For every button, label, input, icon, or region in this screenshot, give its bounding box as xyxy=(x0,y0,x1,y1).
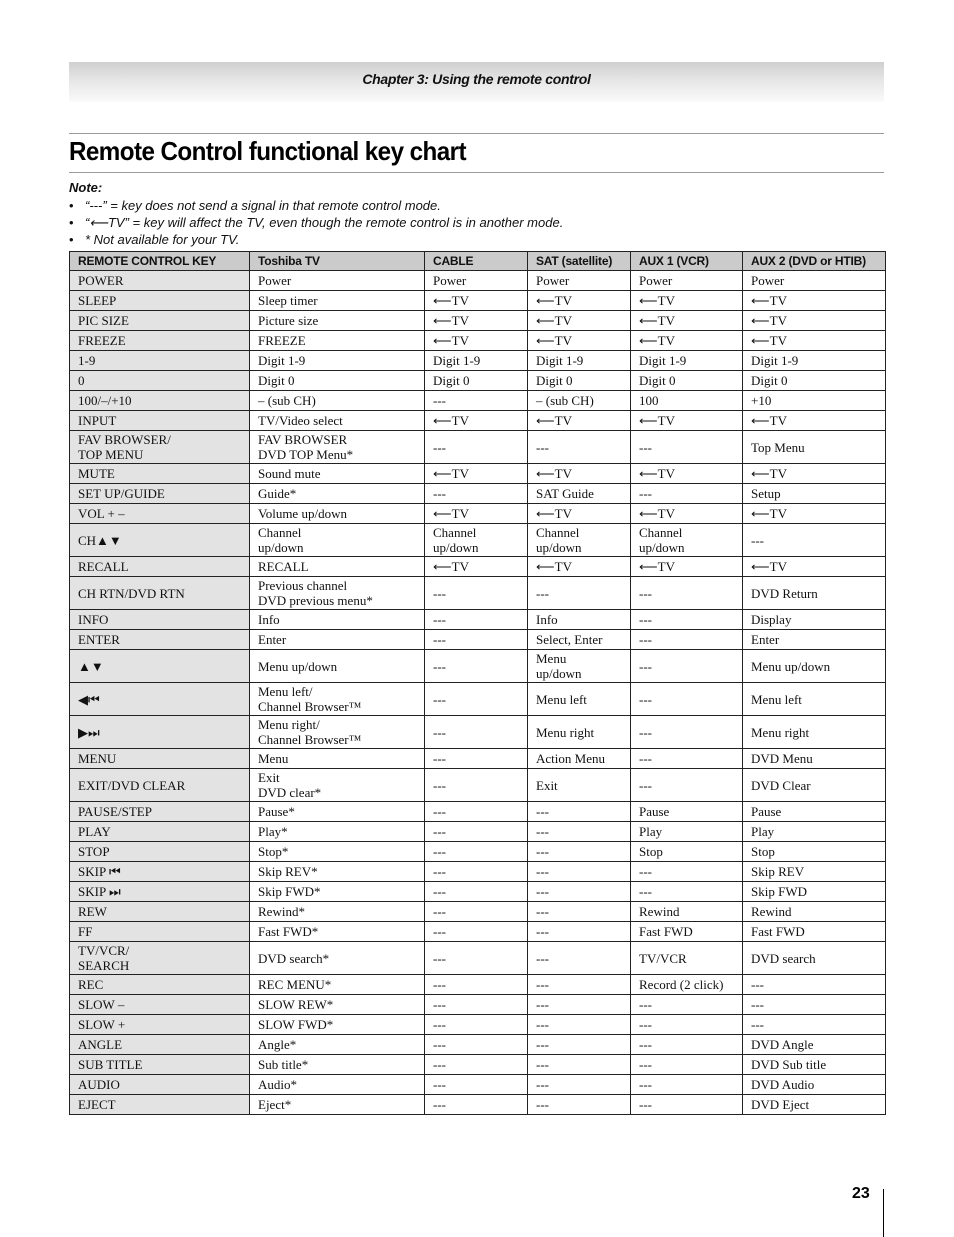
table-cell: Channel up/down xyxy=(528,524,631,557)
table-cell: – (sub CH) xyxy=(528,391,631,411)
table-cell: Sleep timer xyxy=(250,291,425,311)
page-title: Remote Control functional key chart xyxy=(69,136,466,166)
table-cell: --- xyxy=(528,995,631,1015)
table-cell: DVD search* xyxy=(250,942,425,975)
table-cell: --- xyxy=(528,577,631,610)
table-row xyxy=(70,411,886,431)
table-cell: --- xyxy=(425,822,528,842)
table-cell: ⟵TV xyxy=(425,504,528,524)
table-cell: --- xyxy=(425,650,528,683)
table-cell: DVD Menu xyxy=(743,749,886,769)
table-cell: Stop xyxy=(743,842,886,862)
table-cell: Info xyxy=(250,610,425,630)
table-cell: Fast FWD xyxy=(631,922,743,942)
table-cell: Digit 1-9 xyxy=(528,351,631,371)
key-name-cell: SKIP ⏮ xyxy=(70,862,250,882)
note-list xyxy=(69,197,884,248)
table-cell: --- xyxy=(631,577,743,610)
table-cell: SLOW REW* xyxy=(250,995,425,1015)
column-header: AUX 1 (VCR) xyxy=(631,252,743,271)
table-cell: Channel up/down xyxy=(250,524,425,557)
table-cell: Top Menu xyxy=(743,431,886,464)
note-heading: Note: xyxy=(69,180,103,195)
key-name-cell: ◀⏮ xyxy=(70,683,250,716)
table-cell: Menu right xyxy=(743,716,886,749)
table-cell: SAT Guide xyxy=(528,484,631,504)
table-cell: Digit 1-9 xyxy=(425,351,528,371)
table-cell: --- xyxy=(425,683,528,716)
note-item: • “---” = key does not send a signal in that remote control mode. xyxy=(69,197,884,214)
table-cell: Setup xyxy=(743,484,886,504)
table-cell: Stop* xyxy=(250,842,425,862)
table-cell: --- xyxy=(528,942,631,975)
table-cell: Select, Enter xyxy=(528,630,631,650)
table-cell: Exit xyxy=(528,769,631,802)
key-name-cell: EXIT/DVD CLEAR xyxy=(70,769,250,802)
table-cell: DVD Clear xyxy=(743,769,886,802)
table-cell: Info xyxy=(528,610,631,630)
table-cell: --- xyxy=(528,975,631,995)
page-number-rule xyxy=(883,1189,884,1237)
table-cell: --- xyxy=(425,922,528,942)
table-cell: --- xyxy=(631,749,743,769)
table-cell: --- xyxy=(743,995,886,1015)
column-header: Toshiba TV xyxy=(250,252,425,271)
table-row xyxy=(70,557,886,577)
table-cell: ⟵TV xyxy=(528,331,631,351)
table-cell: --- xyxy=(631,769,743,802)
table-cell: --- xyxy=(528,1035,631,1055)
table-row xyxy=(70,769,886,802)
table-row xyxy=(70,331,886,351)
table-cell: Menu left xyxy=(528,683,631,716)
table-cell: --- xyxy=(528,922,631,942)
table-cell: --- xyxy=(528,431,631,464)
table-cell: ⟵TV xyxy=(743,311,886,331)
table-cell: Digit 0 xyxy=(425,371,528,391)
table-cell: ⟵TV xyxy=(425,411,528,431)
notes-section xyxy=(69,180,884,248)
table-cell: Volume up/down xyxy=(250,504,425,524)
table-cell: Pause xyxy=(631,802,743,822)
key-name-cell: STOP xyxy=(70,842,250,862)
column-header: SAT (satellite) xyxy=(528,252,631,271)
table-cell: Rewind xyxy=(743,902,886,922)
key-name-cell: REW xyxy=(70,902,250,922)
table-cell: --- xyxy=(425,630,528,650)
key-name-cell: AUDIO xyxy=(70,1075,250,1095)
table-row xyxy=(70,822,886,842)
key-name-cell: FF xyxy=(70,922,250,942)
key-name-cell: SET UP/GUIDE xyxy=(70,484,250,504)
table-cell: --- xyxy=(425,842,528,862)
table-cell: --- xyxy=(425,391,528,411)
table-cell: Menu xyxy=(250,749,425,769)
table-cell: Enter xyxy=(250,630,425,650)
table-cell: TV/VCR xyxy=(631,942,743,975)
table-cell: ⟵TV xyxy=(743,504,886,524)
table-cell: --- xyxy=(425,995,528,1015)
key-name-cell: FAV BROWSER/ TOP MENU xyxy=(70,431,250,464)
table-cell: --- xyxy=(528,862,631,882)
table-row xyxy=(70,504,886,524)
table-cell: Exit DVD clear* xyxy=(250,769,425,802)
key-name-cell: 1-9 xyxy=(70,351,250,371)
table-cell: Digit 1-9 xyxy=(631,351,743,371)
table-cell: Fast FWD xyxy=(743,922,886,942)
table-row xyxy=(70,610,886,630)
note-item: • “⟵TV” = key will affect the TV, even though the remote control is in another mode. xyxy=(69,214,884,231)
table-header xyxy=(70,252,886,271)
table-cell: Play xyxy=(743,822,886,842)
table-cell: Menu up/down xyxy=(250,650,425,683)
key-name-cell: 100/–/+10 xyxy=(70,391,250,411)
table-cell: --- xyxy=(425,716,528,749)
table-cell: Guide* xyxy=(250,484,425,504)
title-rule-bottom xyxy=(69,172,884,173)
table-cell: ⟵TV xyxy=(743,464,886,484)
table-cell: Menu up/down xyxy=(743,650,886,683)
table-body xyxy=(70,271,886,1115)
table-cell: Skip REV* xyxy=(250,862,425,882)
table-cell: ⟵TV xyxy=(631,411,743,431)
table-cell: Menu left xyxy=(743,683,886,716)
table-cell: --- xyxy=(528,842,631,862)
table-cell: Picture size xyxy=(250,311,425,331)
table-cell: --- xyxy=(528,882,631,902)
key-name-cell: SLOW – xyxy=(70,995,250,1015)
table-cell: --- xyxy=(425,1095,528,1115)
key-name-cell: ▲▼ xyxy=(70,650,250,683)
table-cell: --- xyxy=(631,1015,743,1035)
table-cell: +10 xyxy=(743,391,886,411)
table-cell: --- xyxy=(425,769,528,802)
column-header: CABLE xyxy=(425,252,528,271)
column-header: REMOTE CONTROL KEY xyxy=(70,252,250,271)
table-cell: ⟵TV xyxy=(631,504,743,524)
table-row xyxy=(70,1015,886,1035)
table-cell: Power xyxy=(631,271,743,291)
table-row xyxy=(70,802,886,822)
table-cell: Menu right xyxy=(528,716,631,749)
table-cell: --- xyxy=(425,577,528,610)
table-cell: --- xyxy=(631,650,743,683)
table-cell: Sound mute xyxy=(250,464,425,484)
table-cell: Rewind xyxy=(631,902,743,922)
table-cell: SLOW FWD* xyxy=(250,1015,425,1035)
table-cell: ⟵TV xyxy=(528,504,631,524)
chapter-header: Chapter 3: Using the remote control xyxy=(362,71,591,87)
table-cell: Stop xyxy=(631,842,743,862)
table-cell: --- xyxy=(631,431,743,464)
table-cell: Digit 1-9 xyxy=(250,351,425,371)
table-cell: TV/Video select xyxy=(250,411,425,431)
table-cell: DVD Sub title xyxy=(743,1055,886,1075)
table-cell: Play* xyxy=(250,822,425,842)
note-item: • * Not available for your TV. xyxy=(69,231,884,248)
table-cell: --- xyxy=(425,484,528,504)
key-name-cell: SUB TITLE xyxy=(70,1055,250,1075)
table-cell: --- xyxy=(425,431,528,464)
table-cell: ⟵TV xyxy=(631,464,743,484)
table-cell: DVD Audio xyxy=(743,1075,886,1095)
key-name-cell: SLEEP xyxy=(70,291,250,311)
table-cell: Power xyxy=(743,271,886,291)
table-cell: Channel up/down xyxy=(631,524,743,557)
table-cell: --- xyxy=(528,1015,631,1035)
table-row xyxy=(70,995,886,1015)
table-cell: ⟵TV xyxy=(631,557,743,577)
table-cell: 100 xyxy=(631,391,743,411)
table-cell: --- xyxy=(425,902,528,922)
table-row xyxy=(70,291,886,311)
table-cell: --- xyxy=(631,484,743,504)
table-cell: Menu right/ Channel Browser™ xyxy=(250,716,425,749)
key-name-cell: PLAY xyxy=(70,822,250,842)
table-cell: – (sub CH) xyxy=(250,391,425,411)
table-cell: --- xyxy=(743,975,886,995)
table-row xyxy=(70,882,886,902)
table-cell: Menu left/ Channel Browser™ xyxy=(250,683,425,716)
table-cell: DVD search xyxy=(743,942,886,975)
table-cell: DVD Return xyxy=(743,577,886,610)
table-cell: ⟵TV xyxy=(743,291,886,311)
table-cell: --- xyxy=(631,995,743,1015)
table-row xyxy=(70,902,886,922)
table-cell: Enter xyxy=(743,630,886,650)
table-row xyxy=(70,431,886,464)
table-row xyxy=(70,484,886,504)
table-cell: Digit 0 xyxy=(250,371,425,391)
table-cell: --- xyxy=(425,1035,528,1055)
table-row xyxy=(70,1075,886,1095)
key-name-cell: PIC SIZE xyxy=(70,311,250,331)
table-cell: Eject* xyxy=(250,1095,425,1115)
table-cell: --- xyxy=(631,716,743,749)
table-cell: Action Menu xyxy=(528,749,631,769)
table-cell: --- xyxy=(425,882,528,902)
table-cell: ⟵TV xyxy=(743,331,886,351)
table-cell: ⟵TV xyxy=(528,411,631,431)
table-cell: ⟵TV xyxy=(528,464,631,484)
table-cell: --- xyxy=(528,1075,631,1095)
table-cell: --- xyxy=(631,1095,743,1115)
key-name-cell: POWER xyxy=(70,271,250,291)
table-cell: ⟵TV xyxy=(528,291,631,311)
table-cell: Power xyxy=(250,271,425,291)
table-cell: ⟵TV xyxy=(425,291,528,311)
table-cell: ⟵TV xyxy=(425,464,528,484)
table-cell: --- xyxy=(631,1035,743,1055)
table-cell: Sub title* xyxy=(250,1055,425,1075)
key-name-cell: MENU xyxy=(70,749,250,769)
table-cell: Digit 1-9 xyxy=(743,351,886,371)
table-cell: --- xyxy=(528,1095,631,1115)
table-cell: Angle* xyxy=(250,1035,425,1055)
table-cell: ⟵TV xyxy=(631,291,743,311)
table-row xyxy=(70,630,886,650)
table-cell: --- xyxy=(631,882,743,902)
key-name-cell: MUTE xyxy=(70,464,250,484)
table-cell: Power xyxy=(528,271,631,291)
table-row xyxy=(70,464,886,484)
table-cell: --- xyxy=(425,610,528,630)
table-row xyxy=(70,1095,886,1115)
table-cell: --- xyxy=(425,1075,528,1095)
key-name-cell: ANGLE xyxy=(70,1035,250,1055)
table-row xyxy=(70,749,886,769)
table-cell: --- xyxy=(425,749,528,769)
table-cell: Pause xyxy=(743,802,886,822)
table-cell: ⟵TV xyxy=(743,411,886,431)
table-cell: ⟵TV xyxy=(631,331,743,351)
table-cell: --- xyxy=(631,630,743,650)
table-cell: ⟵TV xyxy=(425,311,528,331)
table-cell: --- xyxy=(631,610,743,630)
table-cell: Record (2 click) xyxy=(631,975,743,995)
table-row xyxy=(70,716,886,749)
table-row xyxy=(70,975,886,995)
page-number: 23 xyxy=(852,1185,870,1202)
table-cell: --- xyxy=(631,862,743,882)
table-cell: Fast FWD* xyxy=(250,922,425,942)
column-header: AUX 2 (DVD or HTIB) xyxy=(743,252,886,271)
table-cell: ⟵TV xyxy=(528,557,631,577)
table-cell: ⟵TV xyxy=(425,557,528,577)
key-name-cell: INPUT xyxy=(70,411,250,431)
table-cell: Display xyxy=(743,610,886,630)
table-row xyxy=(70,524,886,557)
table-cell: Menu up/down xyxy=(528,650,631,683)
table-row xyxy=(70,371,886,391)
key-name-cell: SKIP ⏭ xyxy=(70,882,250,902)
table-row xyxy=(70,650,886,683)
table-cell: --- xyxy=(425,942,528,975)
key-name-cell: 0 xyxy=(70,371,250,391)
key-name-cell: SLOW + xyxy=(70,1015,250,1035)
table-cell: --- xyxy=(631,1055,743,1075)
table-cell: FAV BROWSER DVD TOP Menu* xyxy=(250,431,425,464)
table-cell: --- xyxy=(631,1075,743,1095)
table-header-row xyxy=(70,252,886,271)
table-cell: Audio* xyxy=(250,1075,425,1095)
table-cell: Digit 0 xyxy=(631,371,743,391)
key-name-cell: ▶⏭ xyxy=(70,716,250,749)
key-name-cell: INFO xyxy=(70,610,250,630)
table-cell: Digit 0 xyxy=(528,371,631,391)
table-cell: Skip REV xyxy=(743,862,886,882)
table-row xyxy=(70,391,886,411)
table-cell: --- xyxy=(425,802,528,822)
table-row xyxy=(70,271,886,291)
table-cell: Power xyxy=(425,271,528,291)
table-row xyxy=(70,922,886,942)
table-cell: ⟵TV xyxy=(425,331,528,351)
key-name-cell: ENTER xyxy=(70,630,250,650)
table-cell: --- xyxy=(528,902,631,922)
table-cell: --- xyxy=(425,1015,528,1035)
table-cell: Skip FWD xyxy=(743,882,886,902)
chapter-header-band xyxy=(69,62,884,102)
key-name-cell: FREEZE xyxy=(70,331,250,351)
table-cell: ⟵TV xyxy=(743,557,886,577)
table-cell: Previous channel DVD previous menu* xyxy=(250,577,425,610)
key-name-cell: REC xyxy=(70,975,250,995)
key-name-cell: TV/VCR/ SEARCH xyxy=(70,942,250,975)
table-cell: Play xyxy=(631,822,743,842)
key-name-cell: PAUSE/STEP xyxy=(70,802,250,822)
table-cell: Rewind* xyxy=(250,902,425,922)
key-name-cell: EJECT xyxy=(70,1095,250,1115)
table-row xyxy=(70,842,886,862)
table-cell: --- xyxy=(425,975,528,995)
table-row xyxy=(70,577,886,610)
table-cell: REC MENU* xyxy=(250,975,425,995)
table-cell: RECALL xyxy=(250,557,425,577)
table-cell: --- xyxy=(743,1015,886,1035)
table-cell: ⟵TV xyxy=(528,311,631,331)
table-row xyxy=(70,862,886,882)
key-chart-table xyxy=(69,251,886,1115)
table-cell: --- xyxy=(528,1055,631,1075)
table-cell: Pause* xyxy=(250,802,425,822)
table-cell: --- xyxy=(631,683,743,716)
table-cell: DVD Eject xyxy=(743,1095,886,1115)
table-row xyxy=(70,1035,886,1055)
title-rule-top xyxy=(69,133,884,134)
table-cell: Channel up/down xyxy=(425,524,528,557)
key-name-cell: VOL + – xyxy=(70,504,250,524)
table-cell: --- xyxy=(528,822,631,842)
table-cell: Digit 0 xyxy=(743,371,886,391)
table-cell: --- xyxy=(743,524,886,557)
table-row xyxy=(70,1055,886,1075)
table-cell: FREEZE xyxy=(250,331,425,351)
table-row xyxy=(70,311,886,331)
table-row xyxy=(70,942,886,975)
table-cell: --- xyxy=(528,802,631,822)
table-cell: --- xyxy=(425,1055,528,1075)
table-cell: --- xyxy=(425,862,528,882)
table-cell: Skip FWD* xyxy=(250,882,425,902)
key-name-cell: RECALL xyxy=(70,557,250,577)
table-row xyxy=(70,683,886,716)
table-row xyxy=(70,351,886,371)
table-cell: ⟵TV xyxy=(631,311,743,331)
key-name-cell: CH▲▼ xyxy=(70,524,250,557)
table-cell: DVD Angle xyxy=(743,1035,886,1055)
key-name-cell: CH RTN/DVD RTN xyxy=(70,577,250,610)
